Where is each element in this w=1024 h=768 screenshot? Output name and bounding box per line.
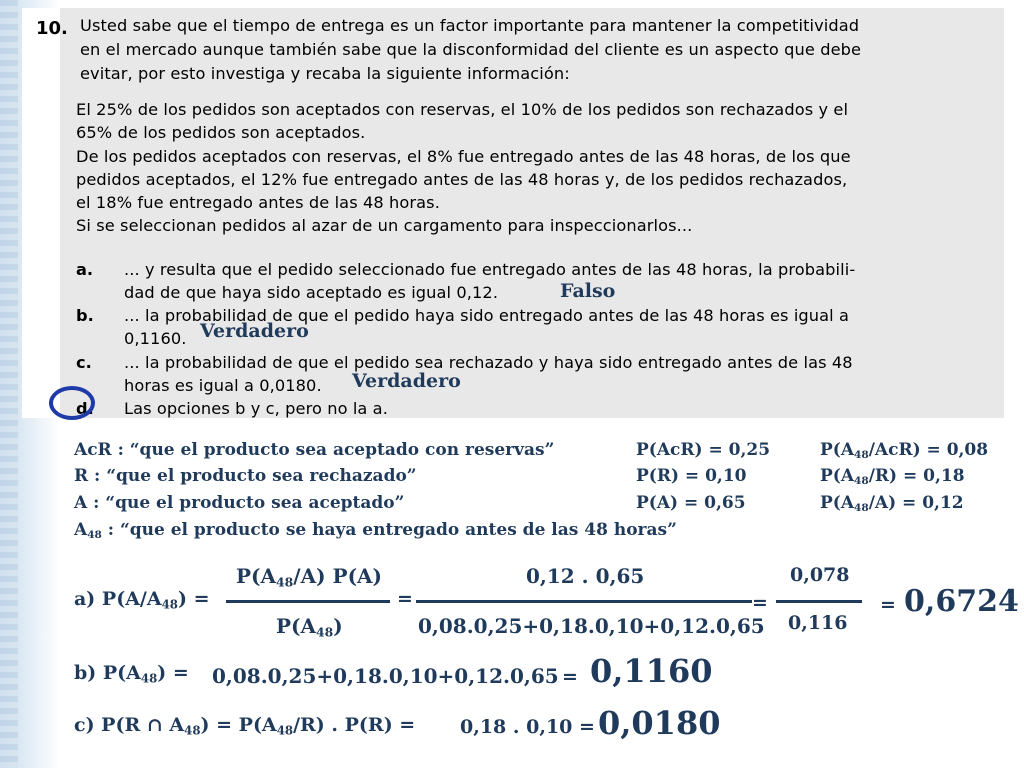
solution-a-result: 0,6724 [904, 584, 1019, 619]
problem-number: 10. [36, 18, 68, 39]
verdict-b: Verdadero [200, 320, 309, 342]
option-b-line: 0,1160. [124, 329, 187, 348]
option-letter-a: a. [76, 260, 94, 279]
solution-b-expression: 0,08.0,25+0,18.0,10+0,12.0,65 [212, 664, 559, 688]
option-b-line: ... la probabilidad de que el pedido haya sido entregado antes de las 48 horas es igual a [124, 306, 850, 325]
option-c-line: ... la probabilidad de que el pedido sea rechazado y haya sido entregado antes de las 48 [124, 353, 853, 372]
solution-c-result: 0,0180 [598, 704, 721, 742]
solution-c-label: c) P(R ∩ $A_{48}) = P(A_{48}/R)$ . P(R) = [74, 714, 416, 738]
intro-line: en el mercado aunque también sabe que la disconformidad del cliente es un aspecto que debe [80, 40, 862, 59]
equals-sign: = [562, 666, 578, 688]
definition-a48: $A_{48}$ : “que el producto se haya entregado antes de las 48 horas” [74, 520, 677, 542]
option-letter-d: d. [76, 399, 94, 418]
answer-circle-mark [49, 386, 95, 420]
solution-b-result: 0,1160 [590, 652, 713, 690]
intro-line: evitar, por esto investiga y recaba la siguiente información: [80, 64, 570, 83]
intro-line: El 25% de los pedidos son aceptados con reservas, el 10% de los pedidos son rechazados y el [76, 100, 849, 119]
problem-statement-image [22, 8, 1004, 418]
verdict-a: Falso [560, 280, 616, 302]
definition-prob: P(A) = 0,65 [636, 493, 746, 513]
fraction-line-2 [416, 600, 752, 603]
equals-sign: = [397, 588, 413, 610]
definition-prob: P(R) = 0,10 [636, 466, 747, 486]
equals-sign: = [752, 592, 768, 614]
solution-a-numerator-3: 0,078 [790, 564, 850, 586]
definition-prob: P(AcR) = 0,25 [636, 440, 771, 460]
definition-event: R : “que el producto sea rechazado” [74, 466, 417, 486]
option-letter-b: b. [76, 306, 94, 325]
verdict-c: Verdadero [352, 370, 461, 392]
solution-a-numerator-1: $P(A_{48}/A)$ P(A) [236, 564, 383, 590]
equals-sign: = [880, 594, 896, 616]
definition-conditional: $P(A_{48}/A) = 0,12$ [820, 493, 964, 515]
option-letter-c: c. [76, 353, 92, 372]
intro-line: pedidos aceptados, el 12% fue entregado antes de las 48 horas y, de los pedidos rechazados, [76, 170, 848, 189]
intro-line: 65% de los pedidos son aceptados. [76, 123, 366, 142]
solution-c-expression: 0,18 . 0,10 = [460, 716, 595, 738]
intro-line: Usted sabe que el tiempo de entrega es un factor importante para mantener la competitividad [80, 16, 860, 35]
intersection-symbol: ∩ [146, 714, 163, 736]
option-c-line: horas es igual a 0,0180. [124, 376, 322, 395]
definition-event: AcR : “que el producto sea aceptado con reservas” [74, 440, 555, 460]
option-a-line: dad de que haya sido aceptado es igual 0,12. [124, 283, 499, 302]
intro-line: De los pedidos aceptados con reservas, el 8% fue entregado antes de las 48 horas, de los que [76, 147, 851, 166]
slide-background-stripe [0, 0, 18, 768]
solution-a-numerator-2: 0,12 . 0,65 [526, 564, 645, 588]
definition-conditional: $P(A_{48}/AcR) = 0,08$ [820, 440, 989, 462]
definition-event: A : “que el producto sea aceptado” [74, 493, 405, 513]
option-a-line: ... y resulta que el pedido seleccionado fue entregado antes de las 48 horas, la probabili- [124, 260, 856, 279]
option-d-line: Las opciones b y c, pero no la a. [124, 399, 388, 418]
solution-a-label: a) $P(A/A_{48})$ = [74, 588, 210, 612]
solution-a-denominator-3: 0,116 [788, 612, 848, 634]
intro-line: el 18% fue entregado antes de las 48 horas. [76, 193, 440, 212]
solution-a-denominator-1: $P(A_{48})$ [276, 614, 343, 640]
fraction-line-1 [226, 600, 390, 603]
fraction-line-3 [776, 600, 862, 603]
intro-line: Si se seleccionan pedidos al azar de un cargamento para inspeccionarlos... [76, 216, 693, 235]
solution-a-denominator-2: 0,08.0,25+0,18.0,10+0,12.0,65 [418, 614, 765, 638]
solution-b-label: b) $P(A_{48})$ = [74, 662, 189, 686]
definition-conditional: $P(A_{48}/R) = 0,18$ [820, 466, 965, 488]
